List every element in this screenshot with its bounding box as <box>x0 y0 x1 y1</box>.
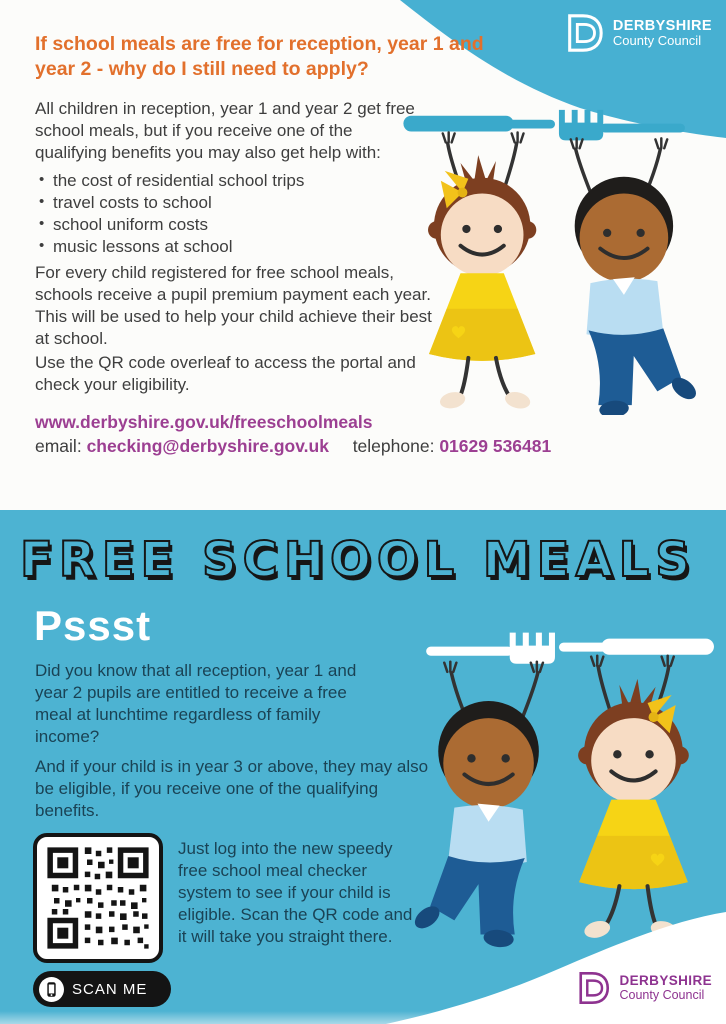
scan-me-badge <box>33 971 171 1007</box>
logo-name: DERBYSHIRE <box>612 17 712 34</box>
qr-pattern-icon <box>43 843 153 953</box>
year3-paragraph: And if your child is in year 3 or above, they may also be eligible, if you receive one of the qualifying benefits. <box>35 757 429 821</box>
intro-paragraph: All children in reception, year 1 and year 2 get free school meals, but if you receive one of the qualifying benefits you may also get help with: <box>35 99 415 163</box>
benefit-item: • the cost of residential school trips <box>38 170 304 192</box>
qr-note-paragraph: Use the QR code overleaf to access the portal and check your eligibility. <box>35 353 416 395</box>
phone-label: telephone: <box>352 436 435 456</box>
scan-me-label: SCAN ME <box>72 980 148 998</box>
logo-subtitle: County Council <box>619 987 705 1002</box>
derbyshire-logo-top <box>563 12 712 54</box>
derbyshire-d-icon <box>575 970 611 1006</box>
logo-name: DERBYSHIRE <box>619 973 712 989</box>
email-address: checking@derbyshire.gov.uk <box>86 436 329 456</box>
phone-number: 01629 536481 <box>439 436 552 456</box>
benefit-item: • music lessons at school <box>38 236 304 258</box>
benefits-list <box>38 170 304 258</box>
phone-icon <box>39 977 64 1002</box>
logo-subtitle: County Council <box>612 32 702 48</box>
free-school-meals-title: FREE SCHOOL MEALS <box>20 532 696 588</box>
bottom-panel <box>0 510 726 1024</box>
contact-line <box>35 436 551 457</box>
pssst-lead: Pssst <box>34 602 152 649</box>
top-panel <box>0 0 726 510</box>
website-url: www.derbyshire.gov.uk/freeschoolmeals <box>35 412 373 432</box>
email-label: email: <box>35 436 82 456</box>
entitlement-paragraph: Did you know that all reception, year 1 and year 2 pupils are entitled to receive a free meal at lunchtime regardless of family income? <box>35 661 357 747</box>
children-illustration-bottom <box>398 612 720 955</box>
derbyshire-d-icon <box>563 12 605 54</box>
benefit-item: • travel costs to school <box>38 192 304 214</box>
derbyshire-logo-bottom <box>575 970 712 1006</box>
qr-code <box>33 833 163 963</box>
page-title: If school meals are free for reception, year 1 and year 2 - why do I still need to apply? <box>35 33 484 81</box>
corner-white-wave <box>386 912 726 1024</box>
benefit-item: • school uniform costs <box>38 214 304 236</box>
children-illustration-top <box>396 100 714 415</box>
pupil-premium-paragraph: For every child registered for free school meals, schools receive a pupil premium payment each year. This will be used to help your child achieve their best at school. <box>35 263 432 349</box>
checker-paragraph: Just log into the new speedy free school meal checker system to see if your child is eligible. Scan the QR code and it will take you straight there. <box>178 839 413 947</box>
